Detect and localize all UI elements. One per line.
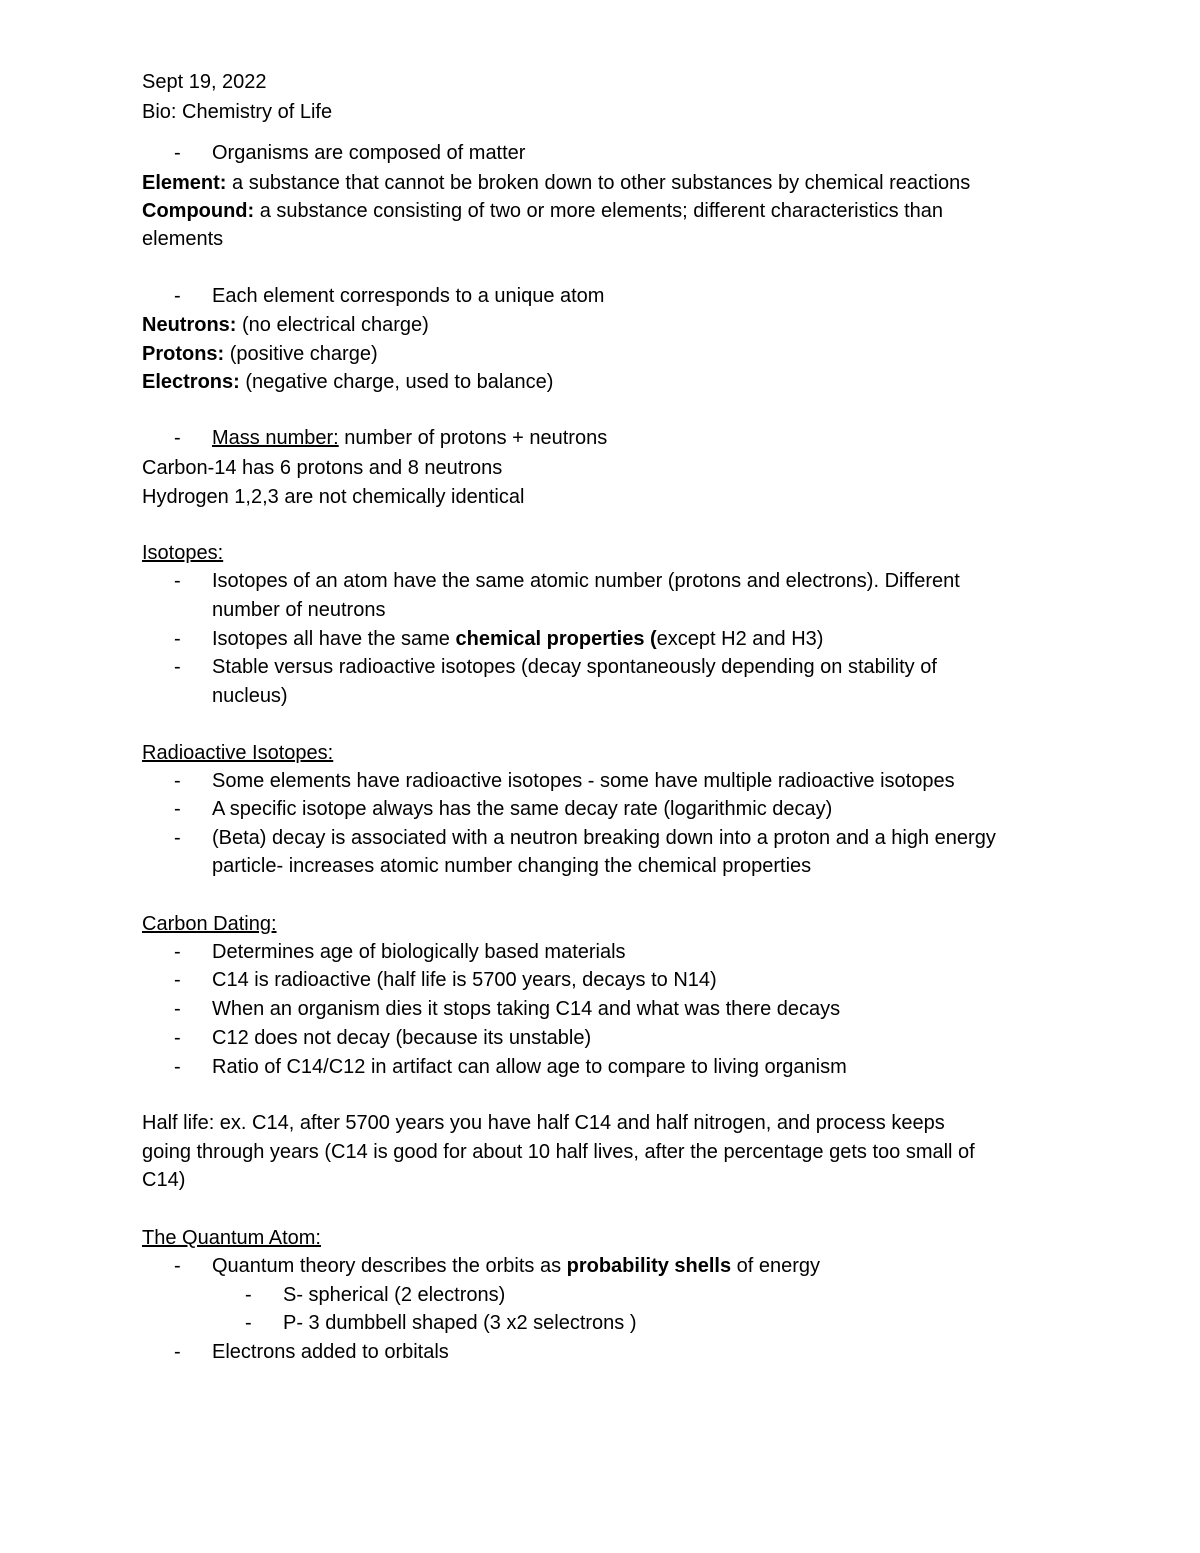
section-heading-carbon-dating: Carbon Dating: (142, 913, 277, 935)
half-life-paragraph: going through years (C14 is good for about 10 half lives, after the percentage gets too small of (142, 1141, 975, 1163)
half-life-paragraph: Half life: ex. C14, after 5700 years you have half C14 and half nitrogen, and process keeps (142, 1112, 945, 1134)
definition-compound-cont: elements (142, 228, 224, 250)
note-title: Bio: Chemistry of Life (142, 101, 333, 123)
list-item-cont: number of neutrons (212, 599, 386, 621)
document-page: Sept 19, 2022 Bio: Chemistry of Life - Organisms are composed of matter Element: a substance that cannot be broken down to other substances by chemical reactions Compound: a substance consisting of two or more elements; different characteristics than elements - Each element corresponds to a unique atom Neutrons: (no electrical charge) Protons: (positive charge) Electrons: (negative charge, used to balance) - Mass number: number of protons + neutrons Carbon-14 has 6 protons and 8 neutrons Hydrogen 1,2,3 are not chemically identical Isotopes: - Isotopes of an atom have the same atomic number (protons and electrons). Different number of neutrons - Isotopes all have the same chemical properties (except H2 and H3) - Stable versus radioactive isotopes (decay spontaneously depending on stability of nucleus) Radioactive Isotopes: - Some elements have radioactive isotopes - some have multiple radioactive isotopes - A specific isotope always has the same decay rate (logarithmic decay) - (Beta) decay is associated with a neutron breaking down into a proton and a high energy particle- increases atomic number changing the chemical properties Carbon Dating: - Determines age of biologically based materials - C14 is radioactive (half life is 5700 years, decays to N14) - When an organism dies it stops taking C14 and what was there decays - C12 does not decay (because its unstable) - Ratio of C14/C12 in artifact can allow age to compare to living organism Half life: ex. C14, after 5700 years you have half C14 and half nitrogen, and process keeps going through years (C14 is good for about 10 half lives, after the percentage gets too small of C14) The Quantum Atom: - Quantum theory describes the orbits as probability shells of energy - S- spherical (2 electrons) - P- 3 dumbbell shaped (3 x2 selectrons ) - Electrons added to orbitals (0, 0, 1200, 1553)
note-date: Sept 19, 2022 (142, 71, 267, 93)
section-heading-isotopes: Isotopes: (142, 542, 224, 564)
definition-electrons: Electrons: (negative charge, used to balance) (142, 371, 554, 393)
definition-element: Element: a substance that cannot be broken down to other substances by chemical reactions (142, 172, 971, 194)
note-hydrogen: Hydrogen 1,2,3 are not chemically identical (142, 486, 525, 508)
note-carbon-14: Carbon-14 has 6 protons and 8 neutrons (142, 457, 503, 479)
list-item-cont: particle- increases atomic number changing the chemical properties (212, 855, 812, 877)
list-item-cont: nucleus) (212, 685, 288, 707)
section-heading-quantum: The Quantum Atom: (142, 1227, 321, 1249)
section-heading-radioactive: Radioactive Isotopes: (142, 742, 334, 764)
definition-protons: Protons: (positive charge) (142, 343, 378, 365)
definition-compound: Compound: a substance consisting of two or more elements; different characteristics than (142, 200, 944, 222)
definition-neutrons: Neutrons: (no electrical charge) (142, 314, 429, 336)
half-life-paragraph: C14) (142, 1169, 186, 1191)
